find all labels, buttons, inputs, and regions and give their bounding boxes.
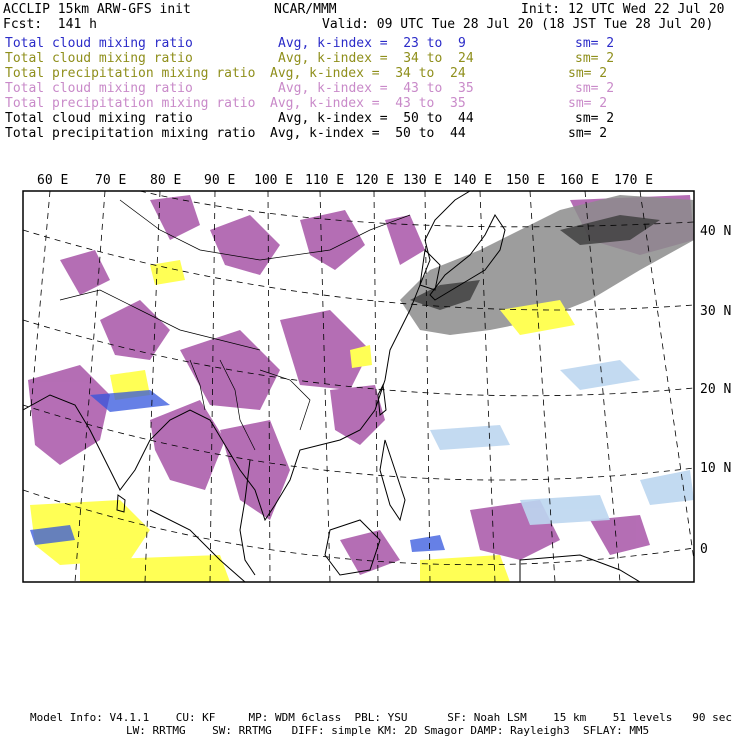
light-blue-cloud-patch bbox=[430, 425, 510, 450]
yellow-cloud-patch bbox=[420, 555, 510, 582]
lon-label: 130 E bbox=[403, 173, 443, 188]
lon-label: 120 E bbox=[355, 173, 395, 188]
light-blue-cloud-patch bbox=[640, 470, 694, 505]
coast-new-guinea bbox=[520, 555, 640, 582]
organization-label: NCAR/MMM bbox=[274, 2, 337, 17]
lat-label: 0 bbox=[700, 542, 708, 557]
lon-label: 60 E bbox=[37, 173, 69, 188]
legend-avg: Avg, k-index = 34 to 24 bbox=[270, 66, 466, 81]
lon-label: 150 E bbox=[506, 173, 546, 188]
legend-sm: sm= 2 bbox=[568, 96, 608, 111]
legend-avg: Avg, k-index = 50 to 44 bbox=[278, 111, 474, 126]
coast-philippines bbox=[380, 440, 405, 520]
lon-label: 80 E bbox=[150, 173, 182, 188]
legend-field: Total precipitation mixing ratio bbox=[5, 66, 256, 81]
valid-time: Valid: 09 UTC Tue 28 Jul 20 (18 JST Tue 28 Jul 20) bbox=[322, 17, 714, 32]
legend-sm: sm= 2 bbox=[575, 51, 615, 66]
legend-field: Total precipitation mixing ratio bbox=[5, 126, 256, 141]
latitude-labels bbox=[700, 224, 731, 557]
lon-label: 110 E bbox=[305, 173, 345, 188]
light-blue-cloud-patch bbox=[560, 360, 640, 390]
blue-cloud-patch bbox=[410, 535, 445, 552]
lon-label: 100 E bbox=[254, 173, 294, 188]
lon-label: 160 E bbox=[560, 173, 600, 188]
lat-label: 40 N bbox=[700, 224, 732, 239]
legend-field: Total cloud mixing ratio bbox=[5, 111, 193, 126]
light-blue-cloud-patch bbox=[520, 495, 610, 525]
model-info-line-1: Model Info: V4.1.1 CU: KF MP: WDM 6class PBL: YSU SF: Noah LSM 15 km 51 levels 90 sec bbox=[30, 711, 732, 724]
lon-label: 140 E bbox=[453, 173, 493, 188]
lat-label: 10 N bbox=[700, 461, 732, 476]
legend-field: Total cloud mixing ratio bbox=[5, 81, 193, 96]
lat-label: 20 N bbox=[700, 382, 732, 397]
legend-avg: Avg, k-index = 43 to 35 bbox=[270, 96, 466, 111]
longitude-labels bbox=[37, 173, 653, 188]
purple-cloud-patch bbox=[590, 515, 650, 555]
lat-label: 30 N bbox=[700, 304, 732, 319]
legend-avg: Avg, k-index = 50 to 44 bbox=[270, 126, 466, 141]
legend-sm: sm= 2 bbox=[568, 66, 608, 81]
legend-sm: sm= 2 bbox=[575, 81, 615, 96]
legend-avg: Avg, k-index = 23 to 9 bbox=[278, 36, 466, 51]
legend-avg: Avg, k-index = 34 to 24 bbox=[278, 51, 474, 66]
legend-field: Total cloud mixing ratio bbox=[5, 51, 193, 66]
init-time: Init: 12 UTC Wed 22 Jul 20 bbox=[521, 2, 725, 17]
legend-field: Total precipitation mixing ratio bbox=[5, 96, 256, 111]
lon-label: 170 E bbox=[614, 173, 654, 188]
forecast-hour: Fcst: 141 h bbox=[3, 17, 97, 32]
model-info-line-2: LW: RRTMG SW: RRTMG DIFF: simple KM: 2D Smagor DAMP: Rayleigh3 SFLAY: MM5 bbox=[126, 724, 650, 737]
legend-sm: sm= 2 bbox=[575, 111, 615, 126]
legend-sm: sm= 2 bbox=[568, 126, 608, 141]
light-blue-cloud-field bbox=[430, 360, 694, 525]
legend-sm: sm= 2 bbox=[575, 36, 615, 51]
model-title: ACCLIP 15km ARW-GFS init bbox=[3, 2, 191, 17]
legend-avg: Avg, k-index = 43 to 35 bbox=[278, 81, 474, 96]
legend-field: Total cloud mixing ratio bbox=[5, 36, 193, 51]
lon-label: 70 E bbox=[95, 173, 127, 188]
purple-cloud-patch bbox=[340, 530, 400, 575]
lon-label: 90 E bbox=[204, 173, 236, 188]
